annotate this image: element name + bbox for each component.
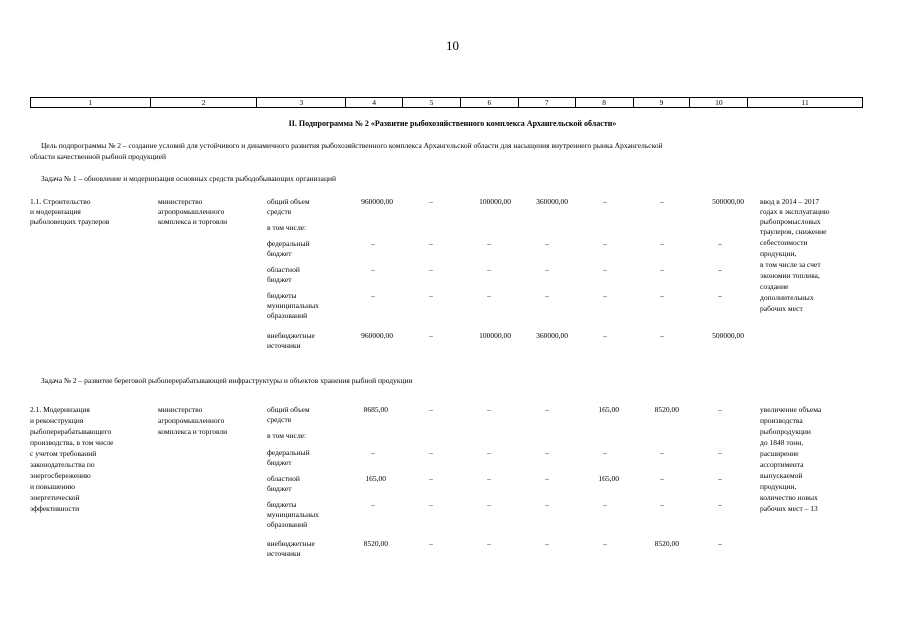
item-name-line: и модернизация	[30, 207, 81, 216]
value-cell: –	[487, 239, 491, 248]
value-cell: –	[429, 197, 433, 206]
value-cell: 100000,00	[479, 197, 511, 206]
value-cell: –	[429, 474, 433, 483]
result-line: рыбопродукции	[760, 427, 811, 436]
value-cell: –	[371, 265, 375, 274]
header-col: 3	[257, 98, 346, 107]
value-cell: 8520,00	[363, 539, 388, 548]
value-cell: –	[429, 539, 433, 548]
source-regional: бюджет	[267, 275, 292, 284]
value-cell: –	[603, 291, 607, 300]
value-cell: –	[487, 539, 491, 548]
result-line: траулеров, снижение	[760, 227, 827, 236]
source-regional: бюджет	[267, 484, 292, 493]
value-cell: –	[487, 500, 491, 509]
value-cell: 960000,00	[361, 331, 393, 340]
value-cell: –	[660, 448, 664, 457]
item-name-line: законодательства по	[30, 460, 95, 469]
value-cell: –	[603, 197, 607, 206]
executor-line: комплекса и торговли	[158, 217, 228, 226]
value-cell: –	[603, 539, 607, 548]
result-line: создание	[760, 282, 789, 291]
result-line: до 1848 тонн,	[760, 438, 804, 447]
value-cell: –	[718, 405, 722, 414]
page-number: 10	[446, 38, 459, 53]
item-name-line: 1.1. Строительство	[30, 197, 91, 206]
value-cell: –	[603, 500, 607, 509]
result-line: в том числе за счет	[760, 260, 821, 269]
executor-line: министерство	[158, 405, 203, 414]
value-cell: –	[429, 405, 433, 414]
value-cell: –	[718, 265, 722, 274]
result-line: годах в эксплуатацию	[760, 207, 830, 216]
item-name-line: энергетической	[30, 493, 80, 502]
value-cell: –	[429, 448, 433, 457]
value-cell: –	[371, 448, 375, 457]
source-municipal: бюджеты	[267, 291, 297, 300]
value-cell: –	[660, 291, 664, 300]
value-cell: –	[545, 539, 549, 548]
value-cell: –	[487, 474, 491, 483]
source-federal: бюджет	[267, 458, 292, 467]
result-line: экономии топлива,	[760, 271, 820, 280]
result-line: производства	[760, 416, 803, 425]
subprogram-title: II. Подпрограмма № 2 «Развитие рыбохозяйственного комплекса Архангельской области»	[288, 119, 617, 128]
source-federal: федеральный	[267, 448, 310, 457]
source-municipal: муниципальных	[267, 510, 319, 519]
source-regional: областной	[267, 265, 300, 274]
value-cell: –	[718, 239, 722, 248]
task-2-heading: Задача № 2 – развитие береговой рыбоперерабатывающей инфраструктуры и объектов хранения рыбной продукции	[41, 376, 413, 385]
value-cell: –	[545, 405, 549, 414]
source-total: общий объем	[267, 405, 310, 414]
source-incl: в том числе:	[267, 431, 307, 440]
executor-line: комплекса и торговли	[158, 427, 228, 436]
result-line: продукции,	[760, 482, 797, 491]
item-name-line: рыбоперерабатывающего	[30, 427, 112, 436]
value-cell: –	[660, 331, 664, 340]
value-cell: –	[718, 291, 722, 300]
executor-line: агропромышленного	[158, 207, 225, 216]
value-cell: –	[603, 331, 607, 340]
result-line: рыбопромысловых	[760, 217, 821, 226]
source-regional: областной	[267, 474, 300, 483]
header-col: 6	[461, 98, 519, 107]
value-cell: 500000,00	[712, 331, 744, 340]
value-cell: 360000,00	[536, 331, 568, 340]
result-line: ассортимента	[760, 460, 804, 469]
source-extra: источники	[267, 549, 301, 558]
value-cell: –	[487, 291, 491, 300]
executor-line: агропромышленного	[158, 416, 225, 425]
value-cell: –	[487, 265, 491, 274]
result-line: увеличение объема	[760, 405, 822, 414]
item-name-line: 2.1. Модернизация	[30, 405, 90, 414]
value-cell: 100000,00	[479, 331, 511, 340]
value-cell: –	[545, 291, 549, 300]
value-cell: –	[371, 291, 375, 300]
result-line: рабочих мест	[760, 304, 803, 313]
value-cell: 8520,00	[654, 539, 679, 548]
header-col: 8	[576, 98, 634, 107]
column-number-header	[30, 97, 863, 108]
value-cell: –	[660, 500, 664, 509]
value-cell: 8685,00	[363, 405, 388, 414]
value-cell: –	[429, 291, 433, 300]
result-line: рабочих мест – 13	[760, 504, 818, 513]
item-name-line: энергосбережению	[30, 471, 91, 480]
source-extra: внебюджетные	[267, 331, 315, 340]
value-cell: 165,00	[598, 405, 619, 414]
source-municipal: муниципальных	[267, 301, 319, 310]
executor-line: министерство	[158, 197, 203, 206]
value-cell: –	[660, 239, 664, 248]
header-col: 5	[403, 98, 461, 107]
header-col: 10	[690, 98, 748, 107]
value-cell: –	[371, 239, 375, 248]
header-col: 7	[519, 98, 576, 107]
value-cell: –	[660, 197, 664, 206]
result-line: количество новых	[760, 493, 818, 502]
header-col: 11	[801, 98, 809, 107]
value-cell: –	[371, 500, 375, 509]
result-line: продукции,	[760, 249, 797, 258]
value-cell: –	[545, 239, 549, 248]
value-cell: –	[429, 265, 433, 274]
value-cell: –	[545, 265, 549, 274]
value-cell: –	[603, 265, 607, 274]
header-col: 4	[346, 98, 403, 107]
value-cell: 165,00	[598, 474, 619, 483]
result-line: себестоимости	[760, 238, 808, 247]
source-total: средств	[267, 207, 292, 216]
value-cell: –	[429, 331, 433, 340]
source-federal: бюджет	[267, 249, 292, 258]
value-cell: –	[718, 500, 722, 509]
value-cell: –	[429, 500, 433, 509]
source-total: общий объем	[267, 197, 310, 206]
item-name-line: эффективности	[30, 504, 80, 513]
value-cell: –	[545, 474, 549, 483]
value-cell: –	[487, 405, 491, 414]
result-line: выпускаемой	[760, 471, 803, 480]
source-municipal: бюджеты	[267, 500, 297, 509]
value-cell: 165,00	[365, 474, 386, 483]
value-cell: –	[545, 500, 549, 509]
result-line: ввод в 2014 – 2017	[760, 197, 820, 206]
item-name-line: и реконструкция	[30, 416, 84, 425]
source-total: средств	[267, 415, 292, 424]
value-cell: –	[718, 539, 722, 548]
value-cell: –	[718, 448, 722, 457]
value-cell: 500000,00	[712, 197, 744, 206]
value-cell: –	[429, 239, 433, 248]
value-cell: 360000,00	[536, 197, 568, 206]
item-name-line: и повышению	[30, 482, 75, 491]
source-extra: источники	[267, 341, 301, 350]
item-name-line: рыболовецких траулеров	[30, 217, 110, 226]
task-1-heading: Задача № 1 – обновление и модернизация основных средств рыбодобывающих организаций	[41, 174, 337, 183]
item-name-line: производства, в том числе	[30, 438, 114, 447]
source-extra: внебюджетные	[267, 539, 315, 548]
goal-line-2: области качественной рыбной продукцией	[30, 152, 167, 161]
value-cell: –	[603, 448, 607, 457]
value-cell: –	[545, 448, 549, 457]
result-line: расширение	[760, 449, 799, 458]
source-incl: в том числе:	[267, 223, 307, 232]
result-line: дополнительных	[760, 293, 814, 302]
header-col: 1	[31, 98, 151, 107]
value-cell: –	[660, 474, 664, 483]
value-cell: –	[487, 448, 491, 457]
value-cell: 8520,00	[654, 405, 679, 414]
value-cell: 960000,00	[361, 197, 393, 206]
value-cell: –	[660, 265, 664, 274]
header-col: 2	[151, 98, 258, 107]
value-cell: –	[603, 239, 607, 248]
header-col: 9	[634, 98, 691, 107]
item-name-line: с учетом требований	[30, 449, 97, 458]
source-municipal: образований	[267, 520, 308, 529]
source-federal: федеральный	[267, 239, 310, 248]
value-cell: –	[718, 474, 722, 483]
source-municipal: образований	[267, 311, 308, 320]
goal-line-1: Цель подпрограммы № 2 – создание условий для устойчивого и динамичного развития рыбохозяйственного комплекса Архангельской области для насыщения внутреннего рынка Архангельской	[41, 141, 663, 150]
